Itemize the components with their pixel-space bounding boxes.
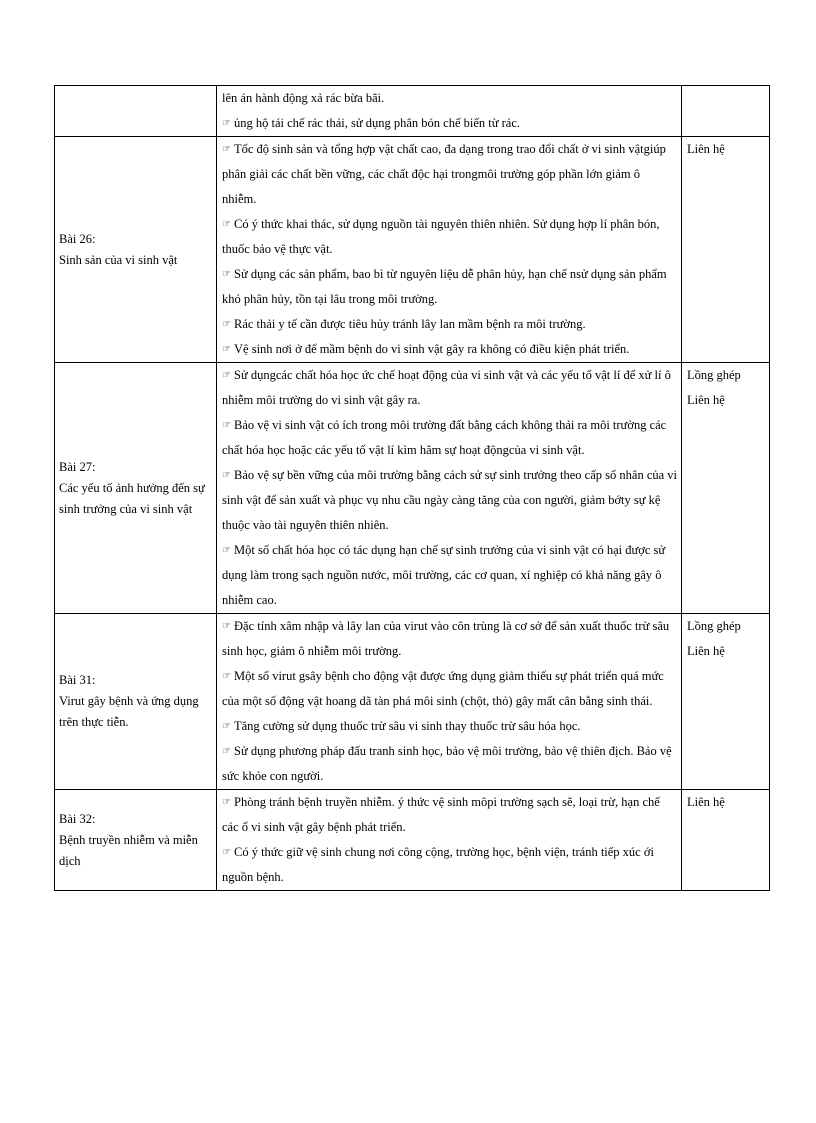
- content-item: [222, 363, 677, 413]
- table-row: [55, 790, 770, 891]
- content-item: [222, 463, 677, 538]
- hand-pointer-icon: ☞: [222, 370, 231, 381]
- content-text: Sử dụng các sản phẩm, bao bì từ nguyên liệu dễ phân hủy, hạn chế nsử dụng sản phẩm khó phân hủy, tồn tại lâu trong môi trường.: [222, 267, 667, 306]
- lesson-number: Bài 27:: [59, 459, 96, 474]
- lesson-number: Bài 31:: [59, 673, 96, 687]
- hand-pointer-icon: ☞: [222, 671, 231, 682]
- hand-pointer-icon: ☞: [222, 269, 231, 280]
- content-item: [222, 614, 677, 664]
- method-cell: [682, 790, 770, 891]
- content-text: Một số chất hóa học có tác dụng hạn chế sự sinh trưởng của vi sinh vật có hại được sử dụng làm trong sạch nguồn nước, môi trường, các cơ quan, xí nghiệp có khả năng gây ô nhiễm cao.: [222, 543, 666, 607]
- content-item: [222, 312, 677, 337]
- content-cell: [217, 137, 682, 363]
- content-cell: [217, 363, 682, 614]
- content-cell: [217, 790, 682, 891]
- hand-pointer-icon: ☞: [222, 847, 231, 858]
- hand-pointer-icon: ☞: [222, 420, 231, 431]
- content-text: Phòng tránh bệnh truyền nhiễm. ý thức vệ sinh môpi trường sạch sẽ, loại trừ, hạn chế các ổ vi sinh vật gây bệnh phát triển.: [222, 795, 660, 834]
- content-text: Có ý thức giữ vệ sinh chung nơi công cộng, trường học, bệnh viện, tránh tiếp xúc ới nguồn bệnh.: [222, 845, 654, 884]
- lesson-cell: [55, 363, 217, 614]
- method-cell: [682, 363, 770, 614]
- content-text: ủng hộ tái chế rác thải, sử dụng phân bón chế biến từ rác.: [234, 116, 521, 130]
- content-item: [222, 337, 677, 362]
- content-item: [222, 262, 677, 312]
- lesson-cell: [55, 137, 217, 363]
- table-row: [55, 363, 770, 614]
- method-label: Lồng ghép: [687, 619, 741, 633]
- method-label: Liên hệ: [687, 393, 725, 407]
- content-item: [222, 111, 677, 136]
- content-text: Tăng cường sử dụng thuốc trừ sâu vi sinh thay thuốc trừ sâu hóa học.: [234, 719, 581, 733]
- lesson-cell: [55, 790, 217, 891]
- content-text: Sử dụng phương pháp đấu tranh sinh học, bảo vệ môi trường, bảo vệ thiên địch. Bảo vệ sức khỏe con người.: [222, 744, 672, 783]
- hand-pointer-icon: ☞: [222, 470, 231, 481]
- hand-pointer-icon: ☞: [222, 118, 231, 129]
- content-item: [222, 790, 677, 840]
- table-row: [55, 86, 770, 137]
- content-item: [222, 413, 677, 463]
- hand-pointer-icon: ☞: [222, 219, 231, 230]
- content-item: [222, 212, 677, 262]
- content-item: [222, 137, 677, 212]
- content-text: Có ý thức khai thác, sử dụng nguồn tài nguyên thiên nhiên. Sử dụng hợp lí phân bón, thuốc bảo vệ thực vật.: [222, 217, 660, 256]
- method-cell: [682, 137, 770, 363]
- hand-pointer-icon: ☞: [222, 721, 231, 732]
- content-text: Bảo vệ vi sinh vật có ích trong môi trường đất bằng cách không thải ra môi trường các chất hóa học hoặc các yếu tố vật lí kìm hãm sự hoạt độngcủa vi sinh vật.: [222, 418, 667, 457]
- content-text: lên án hành động xả rác bừa bãi.: [222, 91, 385, 105]
- method-label: Liên hệ: [687, 644, 725, 658]
- content-cell: [217, 86, 682, 137]
- content-text: Đặc tính xâm nhập và lây lan của virut vào côn trùng là cơ sở để sản xuất thuốc trừ sâu sinh học, giảm ô nhiễm môi trường.: [222, 619, 670, 658]
- content-item: [222, 538, 677, 613]
- method-label: Liên hệ: [687, 795, 725, 809]
- lesson-number: Bài 32:: [59, 811, 96, 826]
- content-text: Một số virut gsây bệnh cho động vật được ứng dụng giảm thiểu sự phát triển quá mức của một số động vật hoang dã tàn phá môi sinh (chột, thỏ) gây mất cân bằng sinh thái.: [222, 669, 664, 708]
- lesson-table-body: [55, 86, 770, 891]
- content-text: Sử dụngcác chất hóa học ức chế hoạt động của vi sinh vật và các yếu tố vật lí để xử lí ô nhiễm môi trường do vi sinh vật gây ra.: [222, 368, 671, 407]
- content-item: [222, 664, 677, 714]
- table-row: [55, 137, 770, 363]
- lesson-number: Bài 26:: [59, 231, 96, 246]
- content-text: Tốc độ sinh sản và tổng hợp vật chất cao, đa dạng trong trao đổi chất ở vi sinh vậtgiúp phân giải các chất bền vững, các chất độc hại trongmôi trường góp phần lớn giảm ô nhiễm.: [222, 142, 666, 206]
- method-label: Liên hệ: [687, 142, 725, 156]
- lesson-title: Virut gây bệnh và ứng dụng trên thực tiễn.: [59, 694, 199, 729]
- content-cell: [217, 614, 682, 790]
- hand-pointer-icon: ☞: [222, 319, 231, 330]
- lesson-title: Bệnh truyền nhiễm và miễn dịch: [59, 832, 198, 868]
- lesson-title: Các yếu tố ảnh hưởng đến sự sinh trưởng của vi sinh vật: [59, 480, 205, 516]
- content-item: [222, 714, 677, 739]
- content-item: [222, 86, 677, 111]
- lesson-title: Sinh sản của vi sinh vật: [59, 252, 178, 267]
- table-row: [55, 614, 770, 790]
- lesson-cell: [55, 614, 217, 790]
- content-item: [222, 840, 677, 890]
- hand-pointer-icon: ☞: [222, 746, 231, 757]
- content-item: [222, 739, 677, 789]
- method-cell: [682, 614, 770, 790]
- content-text: Bảo vệ sự bền vững của môi trường bằng cách sử sự sinh trưởng theo cấp số nhân của vi sinh vật để sản xuất và phục vụ nhu cầu ngày càng tăng của con người, giảm bớty sự kệ thuộc vào tài nguyên thiên nhiên.: [222, 468, 678, 532]
- content-text: Rác thải y tế cần được tiêu hủy tránh lây lan mầm bệnh ra môi trường.: [234, 317, 586, 331]
- hand-pointer-icon: ☞: [222, 344, 231, 355]
- lesson-cell: [55, 86, 217, 137]
- hand-pointer-icon: ☞: [222, 545, 231, 556]
- method-cell: [682, 86, 770, 137]
- hand-pointer-icon: ☞: [222, 797, 231, 808]
- content-text: Vệ sinh nơi ở để mầm bệnh do vi sinh vật gây ra không có điều kiện phát triển.: [234, 342, 630, 356]
- hand-pointer-icon: ☞: [222, 621, 231, 632]
- lesson-table: [54, 85, 770, 891]
- method-label: Lồng ghép: [687, 368, 741, 382]
- hand-pointer-icon: ☞: [222, 144, 231, 155]
